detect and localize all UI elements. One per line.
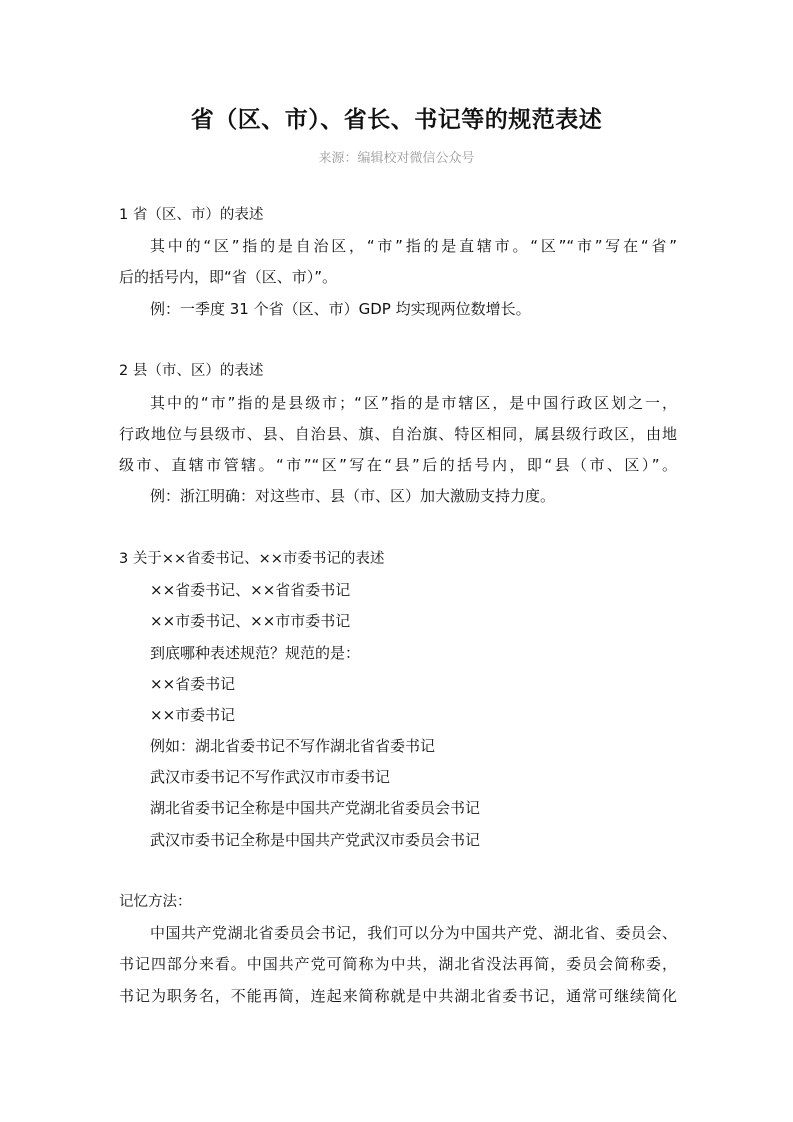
paragraph-line: 后的括号内，即“省（区、市）”。 [119,268,338,286]
paragraph-line: 武汉市委书记全称是中国共产党武汉市委员会书记 [150,831,481,849]
paragraph-line: 武汉市委书记不写作武汉市市委书记 [150,768,391,786]
paragraph-line: 到底哪种表述规范？规范的是： [150,644,361,662]
section-heading: 2 县（市、区）的表述 [119,363,264,379]
paragraph-line: 例：一季度 31 个省（区、市）GDP 均实现两位数增长。 [150,300,531,318]
paragraph-line: ××市委书记 [150,706,236,724]
paragraph-line: 行政地位与县级市、县、自治县、旗、自治旗、特区相同，属县级行政区，由地 [119,425,677,443]
paragraph-line: 其中的“区”指的是自治区，“市”指的是直辖市。“区”“市”写在“省” [150,237,677,255]
paragraph-line: 级市、直辖市管辖。“市”“区”写在“县”后的括号内，即“县（市、区）”。 [119,456,677,474]
paragraph-line: ××省委书记、××省省委书记 [150,581,351,599]
paragraph-line: ××省委书记 [150,675,236,693]
paragraph-line: 中国共产党湖北省委员会书记，我们可以分为中国共产党、湖北省、委员会、 [150,924,677,942]
paragraph-line: 湖北省委书记全称是中国共产党湖北省委员会书记 [150,799,481,817]
section-heading: 1 省（区、市）的表述 [119,207,264,223]
document-title: 省（区、市）、省长、书记等的规范表述 [190,107,603,133]
paragraph-line: ××市委书记、××市市委书记 [150,612,351,630]
paragraph-line: 其中的“市”指的是县级市；“区”指的是市辖区，是中国行政区划之一， [150,394,677,412]
section-heading: 3 关于××省委书记、××市委书记的表述 [119,551,385,567]
document-source: 来源：编辑校对微信公众号 [318,151,475,166]
paragraph-line: 书记为职务名，不能再简，连起来简称就是中共湖北省委书记，通常可继续简化 [119,987,677,1005]
paragraph-line: 书记四部分来看。中国共产党可简称为中共，湖北省没法再简，委员会简称委， [119,955,677,973]
paragraph-line: 例如：湖北省委书记不写作湖北省省委书记 [150,737,436,755]
paragraph-line: 例：浙江明确：对这些市、县（市、区）加大激励支持力度。 [150,487,556,505]
section-heading: 记忆方法： [119,894,192,910]
